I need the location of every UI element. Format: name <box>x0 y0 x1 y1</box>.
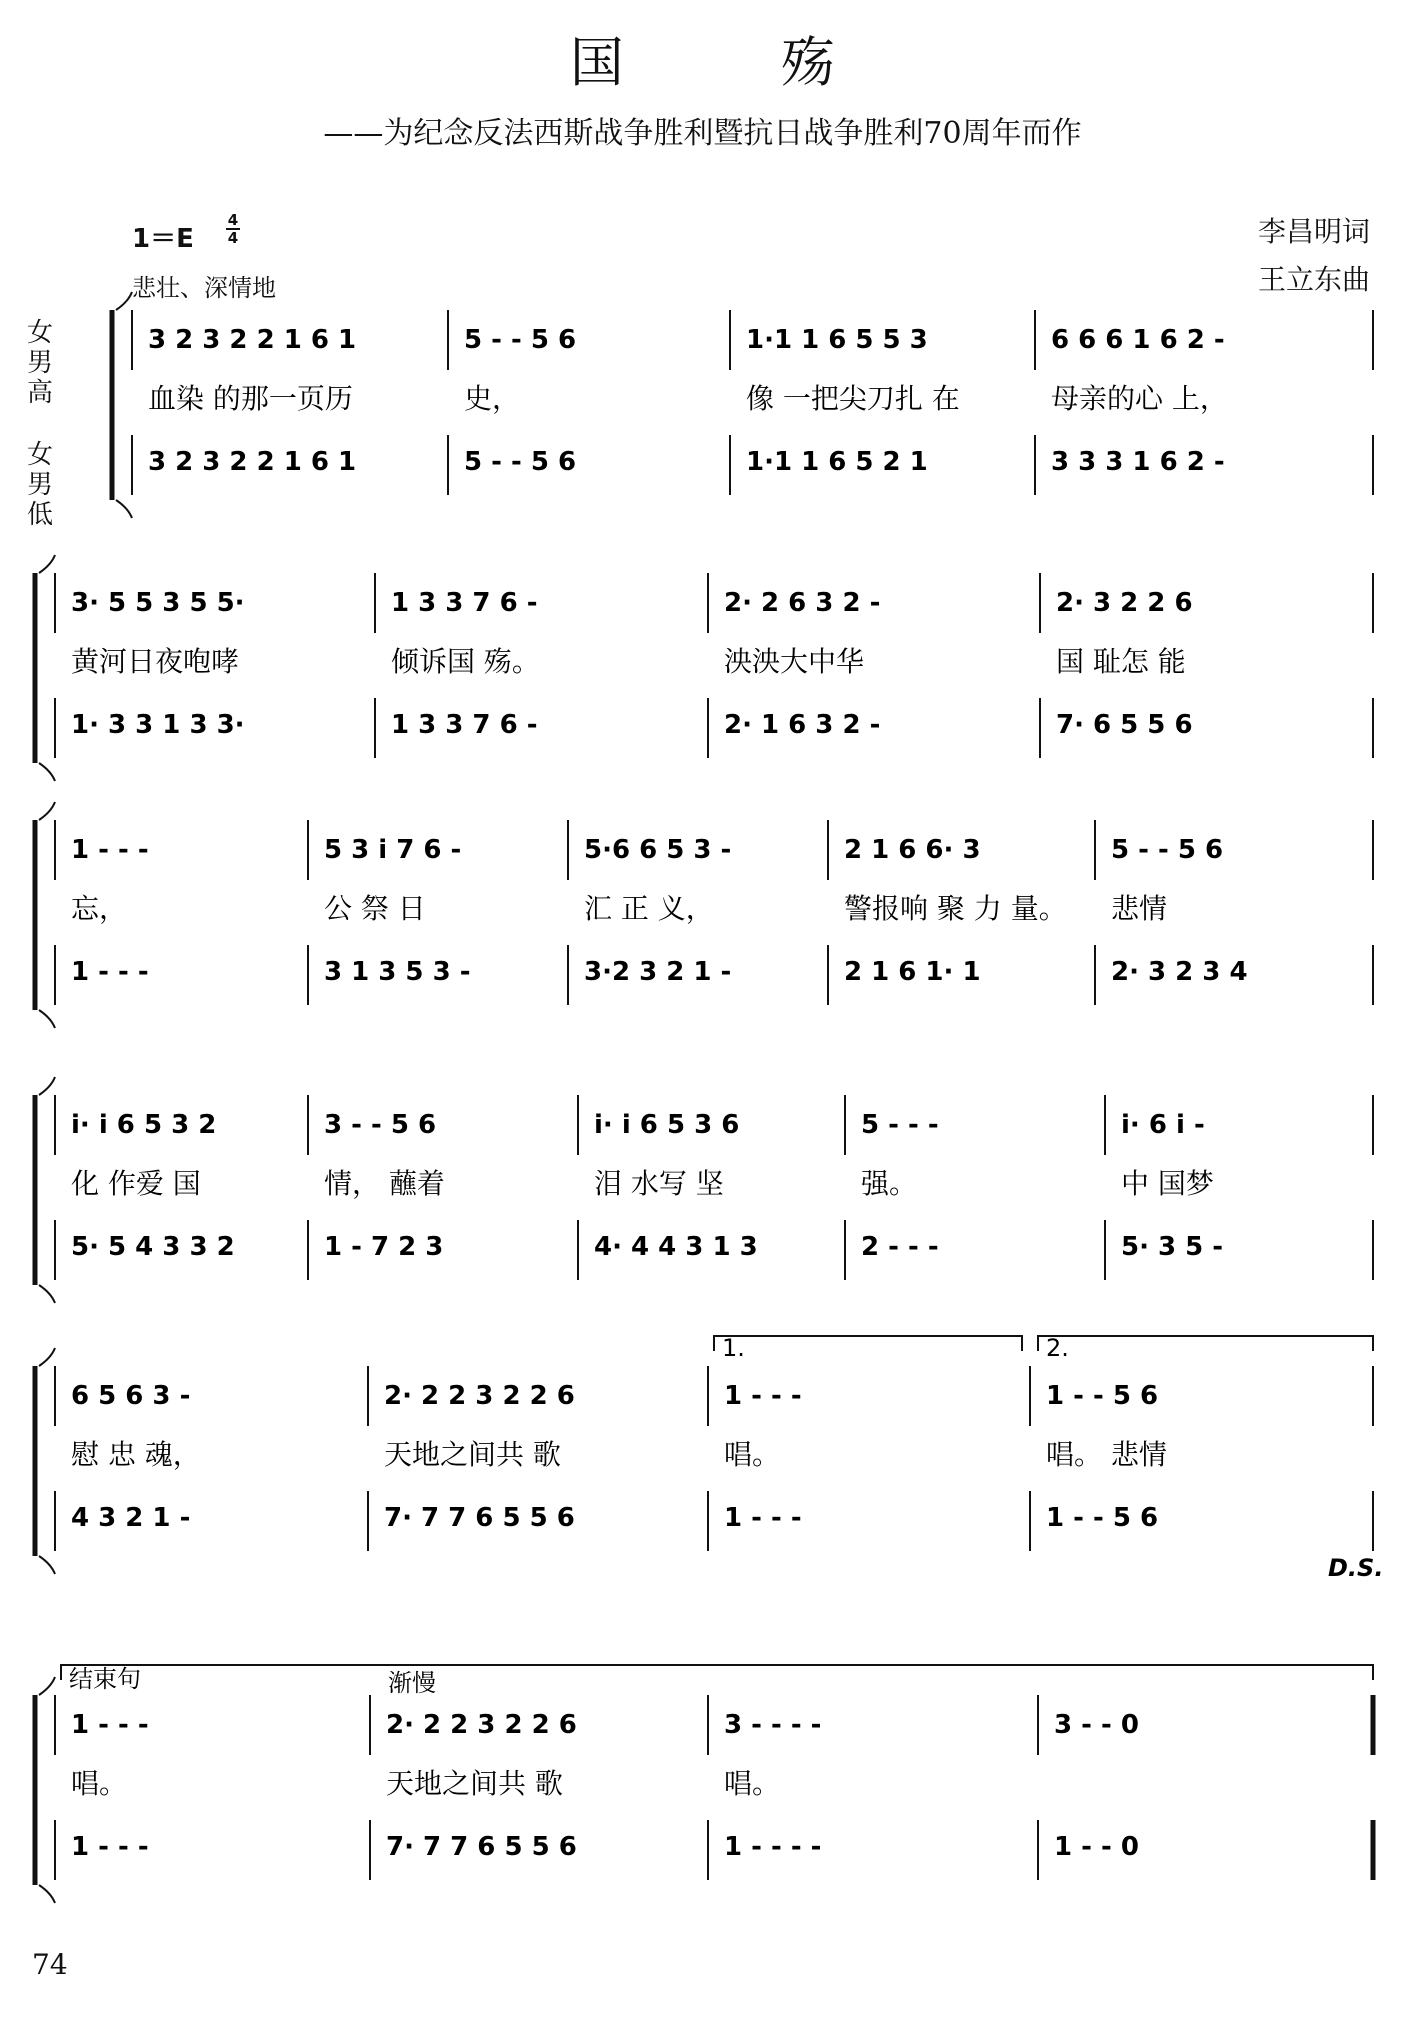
notes-upper: 1 3 3 7 6 - <box>391 588 538 618</box>
notes-upper: 3 2 3 2 2 1 6 1 <box>148 325 357 355</box>
notes-lower: 4· 4 4 3 1 3 <box>594 1232 758 1262</box>
page-number: 74 <box>32 1948 68 1981</box>
notes-lower: 1 3 3 7 6 - <box>391 710 538 740</box>
system-bracket-hook <box>116 500 132 518</box>
composer-credit: 王立东曲 <box>1257 263 1370 296</box>
notes-upper: i· i 6 5 3 6 <box>594 1110 740 1140</box>
time-signature-top: 4 <box>227 211 239 229</box>
notes-upper: 5 3 i 7 6 - <box>324 835 462 865</box>
lyric: 天地之间共 歌 <box>386 1767 563 1800</box>
system-bracket-hook <box>116 292 132 310</box>
system-bracket-hook <box>39 763 55 781</box>
notes-upper: i· i 6 5 3 2 <box>71 1110 217 1140</box>
notes-lower: 1·1 1 6 5 2 1 <box>746 447 928 477</box>
time-signature-bottom: 4 <box>227 229 239 247</box>
volta-bracket-1 <box>714 1336 1022 1351</box>
notes-upper: 5 - - 5 6 <box>464 325 577 355</box>
notes-upper: 2· 2 2 3 2 2 6 <box>384 1381 575 1411</box>
volta-label-2: 2. <box>1046 1334 1069 1362</box>
notes-lower: 3·2 3 2 1 - <box>584 957 732 987</box>
notes-lower: 2 1 6 1· 1 <box>844 957 981 987</box>
notes-lower: 5· 5 4 3 3 2 <box>71 1232 235 1262</box>
system-bracket-hook <box>39 1010 55 1028</box>
notes-lower: 5· 3 5 - <box>1121 1232 1224 1262</box>
notes-lower: 2· 1 6 3 2 - <box>724 710 881 740</box>
lower-voice-label-line2: 低 <box>26 500 53 530</box>
da-segno-label: D.S. <box>1328 1554 1384 1582</box>
notes-upper: 2· 3 2 2 6 <box>1056 588 1193 618</box>
system-bracket-hook <box>39 1556 55 1574</box>
notes-upper: 6 6 6 1 6 2 - <box>1051 325 1225 355</box>
notes-upper: 1 - - - <box>724 1381 802 1411</box>
notes-upper: 2 1 6 6· 3 <box>844 835 981 865</box>
notes-upper: 3 - - 5 6 <box>324 1110 437 1140</box>
lyric: 警报响 聚 力 量。 <box>844 892 1067 925</box>
system-bracket-hook <box>39 1285 55 1303</box>
lyric: 慰 忠 魂， <box>71 1438 201 1471</box>
lyric: 血染 的那一页历 <box>148 382 353 415</box>
notes-lower: 2 - - - <box>861 1232 939 1262</box>
notes-upper: 2· 2 2 3 2 2 6 <box>386 1710 577 1740</box>
lyric: 唱。 <box>724 1767 781 1800</box>
notes-upper: 5·6 6 5 3 - <box>584 835 732 865</box>
lyric: 天地之间共 歌 <box>384 1438 561 1471</box>
system-bracket-hook <box>39 802 55 820</box>
page-subtitle: ——为纪念反法西斯战争胜利暨抗日战争胜利70周年而作 <box>323 116 1082 151</box>
tempo-marking: 悲壮、深情地 <box>132 274 276 302</box>
lyric: 中 国梦 <box>1121 1167 1214 1200</box>
lyric: 史， <box>464 382 521 415</box>
system-bracket-hook <box>39 1885 55 1903</box>
notes-lower: 1 - - 5 6 <box>1046 1503 1159 1533</box>
notes-lower: 1 - - - <box>71 1832 149 1862</box>
notes-lower: 7· 6 5 5 6 <box>1056 710 1193 740</box>
notes-upper: i· 6 i - <box>1121 1110 1205 1140</box>
lyric: 化 作爱 国 <box>71 1167 201 1200</box>
ritardando-marking: 渐慢 <box>388 1669 436 1697</box>
ending-bracket <box>61 1665 1373 1680</box>
notes-lower: 1 - - - <box>724 1503 802 1533</box>
lyric: 忘， <box>71 892 128 925</box>
lyric: 像 一把尖刀扎 在 <box>746 382 960 415</box>
lower-voice-label-line1: 女男 <box>26 440 53 500</box>
notes-upper: 6 5 6 3 - <box>71 1381 191 1411</box>
lyric: 唱。 <box>724 1438 781 1471</box>
notes-lower: 5 - - 5 6 <box>464 447 577 477</box>
notes-upper: 3· 5 5 3 5 5· <box>71 588 245 618</box>
notes-upper: 5 - - - <box>861 1110 939 1140</box>
lyric: 唱。 <box>71 1767 128 1800</box>
lyric: 公 祭 日 <box>324 892 426 925</box>
system-bracket-hook <box>39 1348 55 1366</box>
volta-label-1: 1. <box>722 1334 745 1362</box>
notes-lower: 3 1 3 5 3 - <box>324 957 471 987</box>
lyric: 国 耻怎 能 <box>1056 645 1186 678</box>
system-bracket-hook <box>39 1677 55 1695</box>
lyric: 倾诉国 殇。 <box>391 645 540 678</box>
lyric: 泱泱大中华 <box>724 645 865 678</box>
notes-lower: 3 3 3 1 6 2 - <box>1051 447 1225 477</box>
system-bracket-hook <box>39 1077 55 1095</box>
system-bracket-hook <box>39 555 55 573</box>
lyric: 情， 蘸着 <box>324 1167 445 1200</box>
notes-lower: 1 - - - <box>71 957 149 987</box>
notes-upper: 5 - - 5 6 <box>1111 835 1224 865</box>
upper-voice-label-line1: 女男 <box>26 318 53 378</box>
lyric: 悲情 <box>1111 892 1168 925</box>
notes-lower: 7· 7 7 6 5 5 6 <box>386 1832 577 1862</box>
lyric: 汇 正 义， <box>584 892 714 925</box>
page-title: 国 殇 <box>569 31 906 94</box>
notes-upper: 1 - - 5 6 <box>1046 1381 1159 1411</box>
lyric: 泪 水写 坚 <box>594 1167 724 1200</box>
notes-lower: 3 2 3 2 2 1 6 1 <box>148 447 357 477</box>
volta-bracket-2 <box>1038 1336 1373 1351</box>
ending-label: 结束句 <box>69 1665 141 1693</box>
notes-lower: 1 - - 0 <box>1054 1832 1139 1862</box>
notes-upper: 1·1 1 6 5 5 3 <box>746 325 928 355</box>
notes-lower: 7· 7 7 6 5 5 6 <box>384 1503 575 1533</box>
notes-upper: 3 - - 0 <box>1054 1710 1139 1740</box>
notes-upper: 1 - - - <box>71 1710 149 1740</box>
upper-voice-label-line2: 高 <box>26 378 53 408</box>
lyric: 唱。 悲情 <box>1046 1438 1167 1471</box>
lyric: 母亲的心 上， <box>1051 382 1228 415</box>
notes-upper: 2· 2 6 3 2 - <box>724 588 881 618</box>
notes-lower: 1 - - - - <box>724 1832 822 1862</box>
notes-lower: 4 3 2 1 - <box>71 1503 191 1533</box>
notes-upper: 3 - - - - <box>724 1710 822 1740</box>
key-signature: 1＝E <box>132 224 194 254</box>
notes-lower: 1 - 7 2 3 <box>324 1232 444 1262</box>
lyric: 强。 <box>861 1167 918 1200</box>
notes-lower: 2· 3 2 3 4 <box>1111 957 1248 987</box>
lyricist-credit: 李昌明词 <box>1257 215 1370 248</box>
lyric: 黄河日夜咆哮 <box>71 645 240 678</box>
notes-lower: 1· 3 3 1 3 3· <box>71 710 245 740</box>
notes-upper: 1 - - - <box>71 835 149 865</box>
